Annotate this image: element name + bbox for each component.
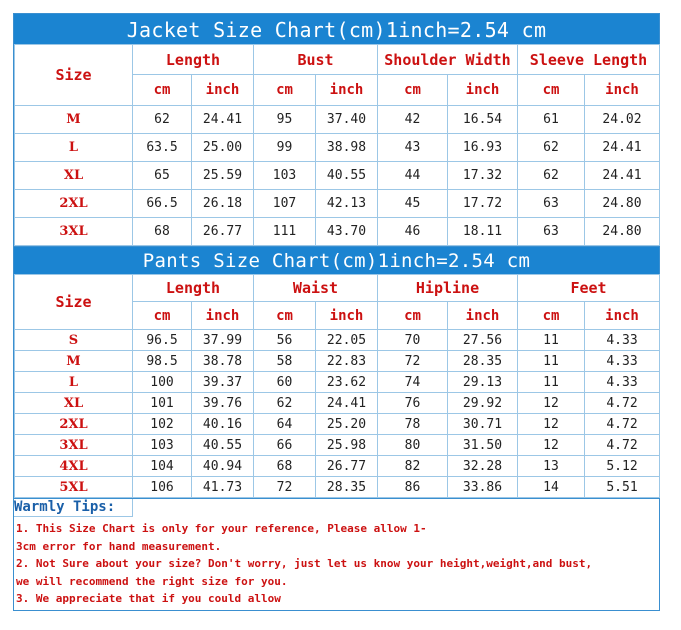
- size-cell: L: [15, 134, 133, 162]
- jacket-size-header: Size: [15, 45, 133, 106]
- value-cell: 95: [254, 106, 316, 134]
- value-cell: 111: [254, 218, 316, 246]
- tip-line: 2. Not Sure about your size? Don't worry, just let us know your height,weight,and bust,: [16, 557, 593, 571]
- value-cell: 62: [133, 106, 192, 134]
- jacket-title: Jacket Size Chart(cm)1inch=2.54 cm: [14, 14, 659, 44]
- pants-unit-header: cm: [254, 302, 316, 330]
- value-cell: 12: [518, 393, 585, 414]
- value-cell: 5.51: [585, 477, 660, 498]
- value-cell: 5.12: [585, 456, 660, 477]
- value-cell: 43: [378, 134, 448, 162]
- value-cell: 24.02: [585, 106, 660, 134]
- value-cell: 64: [254, 414, 316, 435]
- value-cell: 66.5: [133, 190, 192, 218]
- tips-section: [14, 498, 659, 610]
- jacket-table: [14, 44, 660, 246]
- jacket-group-header: Sleeve Length: [518, 45, 660, 75]
- jacket-unit-header: inch: [316, 75, 378, 106]
- value-cell: 24.41: [585, 162, 660, 190]
- value-cell: 40.55: [192, 435, 254, 456]
- value-cell: 102: [133, 414, 192, 435]
- value-cell: 72: [254, 477, 316, 498]
- table-row: [15, 190, 660, 218]
- value-cell: 28.35: [448, 351, 518, 372]
- jacket-unit-header: cm: [518, 75, 585, 106]
- value-cell: 76: [378, 393, 448, 414]
- value-cell: 104: [133, 456, 192, 477]
- value-cell: 60: [254, 372, 316, 393]
- value-cell: 17.72: [448, 190, 518, 218]
- value-cell: 62: [518, 134, 585, 162]
- value-cell: 103: [254, 162, 316, 190]
- jacket-unit-header: inch: [585, 75, 660, 106]
- pants-table: [14, 274, 660, 498]
- jacket-group-header: Length: [133, 45, 254, 75]
- value-cell: 46: [378, 218, 448, 246]
- table-row: [15, 414, 660, 435]
- value-cell: 24.41: [585, 134, 660, 162]
- value-cell: 101: [133, 393, 192, 414]
- value-cell: 38.98: [316, 134, 378, 162]
- value-cell: 44: [378, 162, 448, 190]
- pants-group-header: Waist: [254, 275, 378, 302]
- size-cell: 2XL: [15, 190, 133, 218]
- size-cell: M: [15, 106, 133, 134]
- value-cell: 103: [133, 435, 192, 456]
- value-cell: 4.33: [585, 372, 660, 393]
- pants-unit-header: inch: [316, 302, 378, 330]
- value-cell: 65: [133, 162, 192, 190]
- value-cell: 32.28: [448, 456, 518, 477]
- value-cell: 16.54: [448, 106, 518, 134]
- tips-title: Warmly Tips:: [14, 499, 133, 517]
- tip-line: 3. We appreciate that if you could allow: [16, 592, 281, 606]
- value-cell: 4.33: [585, 351, 660, 372]
- value-cell: 14: [518, 477, 585, 498]
- value-cell: 4.33: [585, 330, 660, 351]
- value-cell: 26.18: [192, 190, 254, 218]
- size-cell: 5XL: [15, 477, 133, 498]
- value-cell: 26.77: [316, 456, 378, 477]
- value-cell: 98.5: [133, 351, 192, 372]
- size-cell: S: [15, 330, 133, 351]
- value-cell: 25.59: [192, 162, 254, 190]
- table-row: [15, 393, 660, 414]
- value-cell: 25.20: [316, 414, 378, 435]
- value-cell: 70: [378, 330, 448, 351]
- value-cell: 27.56: [448, 330, 518, 351]
- value-cell: 37.40: [316, 106, 378, 134]
- value-cell: 24.80: [585, 218, 660, 246]
- value-cell: 63: [518, 218, 585, 246]
- pants-unit-header: inch: [585, 302, 660, 330]
- pants-title: Pants Size Chart(cm)1inch=2.54 cm: [14, 246, 659, 274]
- table-row: [15, 456, 660, 477]
- value-cell: 37.99: [192, 330, 254, 351]
- value-cell: 17.32: [448, 162, 518, 190]
- value-cell: 74: [378, 372, 448, 393]
- value-cell: 28.35: [316, 477, 378, 498]
- size-cell: 2XL: [15, 414, 133, 435]
- pants-unit-header: cm: [518, 302, 585, 330]
- table-row: [15, 106, 660, 134]
- value-cell: 66: [254, 435, 316, 456]
- value-cell: 43.70: [316, 218, 378, 246]
- tips-body: [14, 517, 659, 610]
- value-cell: 18.11: [448, 218, 518, 246]
- value-cell: 4.72: [585, 435, 660, 456]
- size-cell: M: [15, 351, 133, 372]
- value-cell: 12: [518, 414, 585, 435]
- jacket-group-header: Shoulder Width: [378, 45, 518, 75]
- value-cell: 30.71: [448, 414, 518, 435]
- pants-unit-header: cm: [378, 302, 448, 330]
- size-chart-frame: [13, 13, 660, 611]
- value-cell: 4.72: [585, 414, 660, 435]
- size-cell: 3XL: [15, 435, 133, 456]
- value-cell: 63.5: [133, 134, 192, 162]
- value-cell: 40.55: [316, 162, 378, 190]
- pants-unit-header: cm: [133, 302, 192, 330]
- value-cell: 25.00: [192, 134, 254, 162]
- table-row: [15, 330, 660, 351]
- jacket-unit-header: cm: [254, 75, 316, 106]
- table-row: [15, 134, 660, 162]
- value-cell: 61: [518, 106, 585, 134]
- value-cell: 4.72: [585, 393, 660, 414]
- value-cell: 13: [518, 456, 585, 477]
- value-cell: 96.5: [133, 330, 192, 351]
- pants-unit-header: inch: [192, 302, 254, 330]
- value-cell: 26.77: [192, 218, 254, 246]
- value-cell: 100: [133, 372, 192, 393]
- jacket-unit-header: cm: [378, 75, 448, 106]
- jacket-unit-header: inch: [448, 75, 518, 106]
- jacket-group-header: Bust: [254, 45, 378, 75]
- value-cell: 38.78: [192, 351, 254, 372]
- value-cell: 11: [518, 330, 585, 351]
- value-cell: 62: [518, 162, 585, 190]
- table-row: [15, 162, 660, 190]
- value-cell: 72: [378, 351, 448, 372]
- value-cell: 29.13: [448, 372, 518, 393]
- pants-size-header: Size: [15, 275, 133, 330]
- size-cell: XL: [15, 393, 133, 414]
- pants-group-header: Hipline: [378, 275, 518, 302]
- value-cell: 24.41: [192, 106, 254, 134]
- value-cell: 25.98: [316, 435, 378, 456]
- value-cell: 45: [378, 190, 448, 218]
- value-cell: 40.94: [192, 456, 254, 477]
- value-cell: 40.16: [192, 414, 254, 435]
- value-cell: 22.83: [316, 351, 378, 372]
- value-cell: 24.41: [316, 393, 378, 414]
- jacket-unit-header: inch: [192, 75, 254, 106]
- value-cell: 68: [254, 456, 316, 477]
- table-row: [15, 435, 660, 456]
- tip-line: 3cm error for hand measurement.: [16, 539, 222, 553]
- value-cell: 62: [254, 393, 316, 414]
- value-cell: 16.93: [448, 134, 518, 162]
- value-cell: 80: [378, 435, 448, 456]
- value-cell: 39.37: [192, 372, 254, 393]
- pants-group-header: Feet: [518, 275, 660, 302]
- value-cell: 42.13: [316, 190, 378, 218]
- pants-group-header: Length: [133, 275, 254, 302]
- size-cell: L: [15, 372, 133, 393]
- value-cell: 63: [518, 190, 585, 218]
- value-cell: 58: [254, 351, 316, 372]
- table-row: [15, 218, 660, 246]
- value-cell: 33.86: [448, 477, 518, 498]
- value-cell: 42: [378, 106, 448, 134]
- pants-unit-header: inch: [448, 302, 518, 330]
- size-cell: 3XL: [15, 218, 133, 246]
- table-row: [15, 351, 660, 372]
- value-cell: 107: [254, 190, 316, 218]
- value-cell: 24.80: [585, 190, 660, 218]
- value-cell: 12: [518, 435, 585, 456]
- value-cell: 86: [378, 477, 448, 498]
- size-cell: XL: [15, 162, 133, 190]
- value-cell: 22.05: [316, 330, 378, 351]
- table-row: [15, 477, 660, 498]
- value-cell: 39.76: [192, 393, 254, 414]
- value-cell: 82: [378, 456, 448, 477]
- jacket-unit-header: cm: [133, 75, 192, 106]
- value-cell: 68: [133, 218, 192, 246]
- value-cell: 78: [378, 414, 448, 435]
- value-cell: 29.92: [448, 393, 518, 414]
- value-cell: 99: [254, 134, 316, 162]
- tip-line: 1. This Size Chart is only for your reference, Please allow 1-: [16, 522, 427, 535]
- value-cell: 41.73: [192, 477, 254, 498]
- value-cell: 56: [254, 330, 316, 351]
- value-cell: 106: [133, 477, 192, 498]
- tip-line: we will recommend the right size for you.: [16, 574, 288, 588]
- value-cell: 11: [518, 372, 585, 393]
- value-cell: 23.62: [316, 372, 378, 393]
- value-cell: 31.50: [448, 435, 518, 456]
- table-row: [15, 372, 660, 393]
- value-cell: 11: [518, 351, 585, 372]
- size-cell: 4XL: [15, 456, 133, 477]
